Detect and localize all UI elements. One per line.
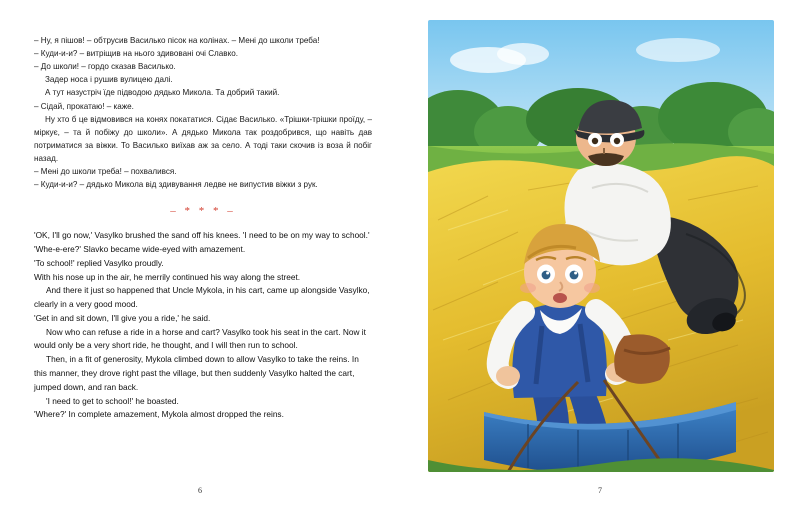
english-line: 'OK, I'll go now,' Vasylko brushed the sand off his knees. 'I need to be on my way to school.' bbox=[34, 230, 370, 241]
english-line: And there it just so happened that Uncle Mykola, in his cart, came up alongside Vasylko, clearly in a very good mood. bbox=[34, 285, 370, 310]
ukrainian-text-block bbox=[34, 34, 372, 191]
ukrainian-line: Ну хто б це відмовився на конях покататися. Сідає Василько. «Трішки-трішки проїду, – міркує, – та й побіжу до школи». А дядько Микола так роздобрився, що навіть дав потриматися за віжки. То Василько виїхав аж за село. А тоді таки скочив із воза й побіг назад. bbox=[34, 114, 372, 163]
illustration-artwork bbox=[428, 20, 774, 472]
ukrainian-line: – Куди-и-и? – витріщив на нього здивовані очі Славко. bbox=[34, 49, 238, 59]
english-line: With his nose up in the air, he merrily continued his way along the street. bbox=[34, 271, 301, 282]
english-line: 'Where?' In complete amazement, Mykola almost dropped the reins. bbox=[34, 409, 284, 420]
ukrainian-line: – До школи! – гордо сказав Василько. bbox=[34, 62, 176, 72]
ukrainian-line: А тут назустріч їде підводою дядько Микола. Та добрий такий. bbox=[45, 88, 280, 98]
ukrainian-line: – Куди-и-и? – дядько Микола від здивування ледве не випустив віжки з рук. bbox=[34, 180, 318, 190]
page-number-left: 6 bbox=[198, 486, 202, 495]
ukrainian-line: Задер носа і рушив вулицею далі. bbox=[45, 75, 173, 85]
page-number-right: 7 bbox=[598, 486, 602, 495]
illustration bbox=[428, 20, 774, 472]
right-page bbox=[400, 0, 800, 508]
english-line: 'Whe-e-ere?' Slavko became wide-eyed with amazement. bbox=[34, 244, 246, 255]
english-line: 'Get in and sit down, I'll give you a ride,' he said. bbox=[34, 312, 211, 323]
ukrainian-line: – Сідай, прокатаю! – каже. bbox=[34, 101, 134, 111]
english-text-block bbox=[34, 229, 372, 422]
english-line: Now who can refuse a ride in a horse and cart? Vasylko took his seat in the cart. Now it would only be a very short ride, he thought, and I will then run to school. bbox=[34, 326, 366, 351]
section-divider: – * * * – bbox=[170, 205, 236, 218]
english-line: Then, in a fit of generosity, Mykola climbed down to allow Vasylko to take the reins. In this manner, they drove right past the village, but then suddenly Vasylko halted the cart, jumped down, and ran back. bbox=[34, 354, 359, 392]
english-line: 'I need to get to school!' he boasted. bbox=[46, 395, 179, 406]
ukrainian-line: – Мені до школи треба! – похвалився. bbox=[34, 167, 177, 177]
ukrainian-line: – Ну, я пішов! – обтрусив Василько пісок на колінах. – Мені до школи треба! bbox=[34, 36, 320, 45]
english-line: 'To school!' replied Vasylko proudly. bbox=[34, 257, 164, 268]
